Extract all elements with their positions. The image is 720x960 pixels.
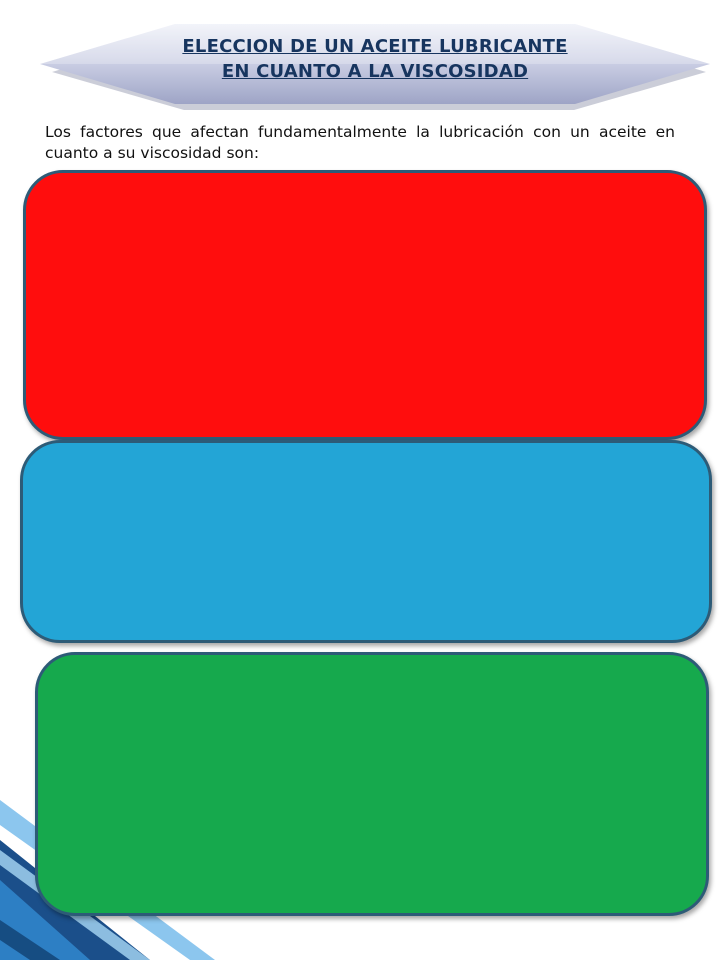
title-line-1: ELECCION DE UN ACEITE LUBRICANTE bbox=[182, 36, 568, 57]
temperature-panel bbox=[35, 652, 709, 916]
title-banner bbox=[30, 6, 720, 110]
intro-text: Los factores que afectan fundamentalmente la lubricación con un aceite en cuanto a su viscosidad son: bbox=[45, 123, 675, 162]
velocity-panel bbox=[23, 170, 707, 440]
title-line-2: EN CUANTO A LA VISCOSIDAD bbox=[221, 61, 529, 82]
load-panel bbox=[20, 440, 712, 643]
